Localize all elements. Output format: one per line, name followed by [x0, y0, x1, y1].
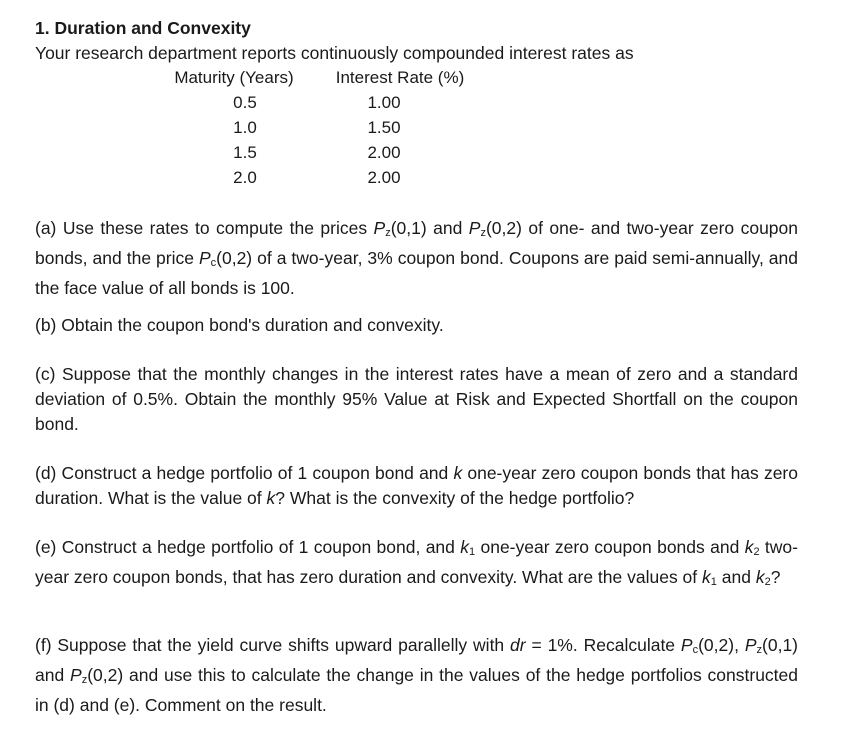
maturity-cell: 0.5	[233, 93, 257, 112]
maturity-cell: 1.5	[233, 143, 257, 162]
part-e: (e) Construct a hedge portfolio of 1 coupon bond, and $k_1$ one-year zero coupon bonds and $k_2$ two-year zero coupon bonds, that has zero duration and convexity. What are the values of $k_1$ and $k_2$?	[35, 537, 798, 588]
part-a: (a) Use these rates to compute the prices $P_z(0,1)$ and $P_z(0,2)$ of one- and two-year zero coupon bonds, and the price $P_c(0,2)$ of a two-year, 3% coupon bond. Coupons are paid semi-annually, and the face value of all bonds is 100.	[35, 218, 799, 298]
intro-text: Your research department reports continuously compounded interest rates as	[35, 43, 634, 63]
part-b: (b) Obtain the coupon bond's duration and convexity.	[35, 315, 444, 335]
maturity-cell: 2.0	[233, 168, 257, 187]
part-c: (c) Suppose that the monthly changes in the interest rates have a mean of zero and a standard deviation of 0.5%. Obtain the monthly 95% Value at Risk and Expected Shortfall on the coupon bond.	[35, 364, 798, 434]
rate-cell: 2.00	[367, 168, 401, 187]
rate-header: Interest Rate (%)	[335, 68, 465, 87]
rate-cell: 2.00	[367, 143, 401, 162]
rate-cell: 1.50	[367, 118, 401, 137]
part-d: (d) Construct a hedge portfolio of 1 coupon bond and k one-year zero coupon bonds that has zero duration. What is the value of k? What is the convexity of the hedge portfolio?	[35, 463, 798, 508]
rate-cell: 1.00	[367, 93, 401, 112]
maturity-cell: 1.0	[233, 118, 257, 137]
maturity-header: Maturity (Years)	[174, 68, 294, 87]
part-f: (f) Suppose that the yield curve shifts upward parallelly with dr = 1%. Recalculate $P_c(0,2)$, $P_z(0,1)$ and $P_z(0,2)$ and use this to calculate the change in the values of the hedge portfolios constructed in (d) and (e). Comment on the result.	[35, 635, 798, 715]
problem-title: 1. Duration and Convexity	[35, 18, 251, 38]
